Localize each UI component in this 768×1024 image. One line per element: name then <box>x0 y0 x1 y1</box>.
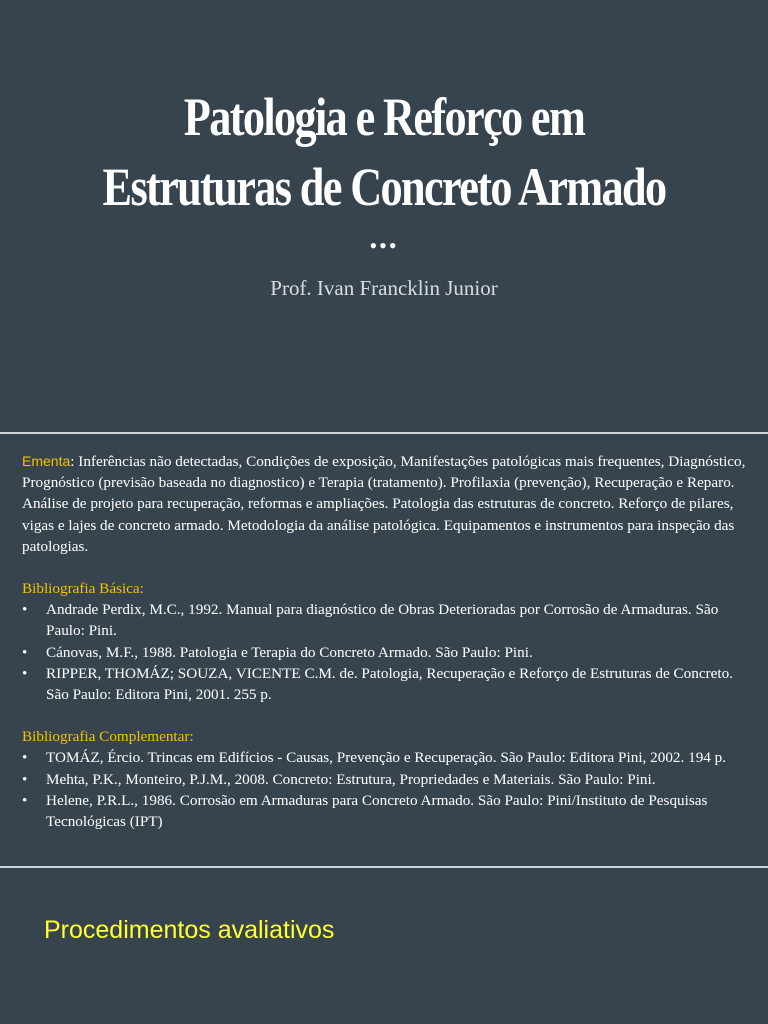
ementa-label: Ementa <box>22 453 71 469</box>
basic-bibliography <box>22 578 748 705</box>
list-item: • Helene, P.R.L., 1986. Corrosão em Armaduras para Concreto Armado. São Paulo: Pini/Instituto de Pesquisas Tecnológicas (IPT) <box>22 790 748 832</box>
ementa-text: : Inferências não detectadas, Condições de exposição, Manifestações patológicas mais frequentes, Diagnóstico, Prognóstico (previsão baseada no diagnostico) e Terapia (tratamento). Profilaxia (prevenção), Recuperação e Reparo. Análise de projeto para recuperação, reformas e ampliações. Patologia das estruturas de concreto. Reforço de pilares, vigas e lajes de concreto armado. Metodologia da análise patológica. Equipamentos e instrumentos para inspeção das patologias. <box>22 453 746 555</box>
title-line-1: Patologia e Reforço em <box>183 87 585 147</box>
list-item: • Mehta, P.K., Monteiro, P.J.M., 2008. Concreto: Estrutura, Propriedades e Materiais. São Paulo: Pini. <box>22 769 748 790</box>
ementa-paragraph <box>22 451 748 557</box>
syllabus-slide <box>0 434 768 866</box>
complementary-bibliography-list <box>22 747 748 832</box>
complementary-bibliography <box>22 726 748 832</box>
list-item: • Andrade Perdix, M.C., 1992. Manual para diagnóstico de Obras Deterioradas por Corrosão de Armaduras. São Paulo: Pini. <box>22 599 748 641</box>
ellipsis-ornament: ••• <box>369 233 399 258</box>
syllabus-content <box>22 451 748 832</box>
list-item: • TOMÁZ, Ércio. Trincas em Edifícios - Causas, Prevenção e Recuperação. São Paulo: Editora Pini, 2002. 194 p. <box>22 747 748 768</box>
complementary-bibliography-label: Bibliografia Complementar: <box>22 728 194 746</box>
list-item: • Cánovas, M.F., 1988. Patologia e Terapia do Concreto Armado. São Paulo: Pini. <box>22 642 748 663</box>
slide-title <box>69 82 699 222</box>
title-line-2: Estruturas de Concreto Armado <box>102 157 666 217</box>
basic-bibliography-label: Bibliografia Básica: <box>22 580 144 598</box>
evaluation-slide <box>0 868 768 1024</box>
title-slide <box>0 0 768 432</box>
list-item: • RIPPER, THOMÁZ; SOUZA, VICENTE C.M. de. Patologia, Recuperação e Reforço de Estruturas de Concreto. São Paulo: Editora Pini, 2001. 255 p. <box>22 663 748 705</box>
evaluation-title: Procedimentos avaliativos <box>44 916 335 944</box>
author-subtitle: Prof. Ivan Francklin Junior <box>270 276 498 300</box>
basic-bibliography-list <box>22 599 748 705</box>
